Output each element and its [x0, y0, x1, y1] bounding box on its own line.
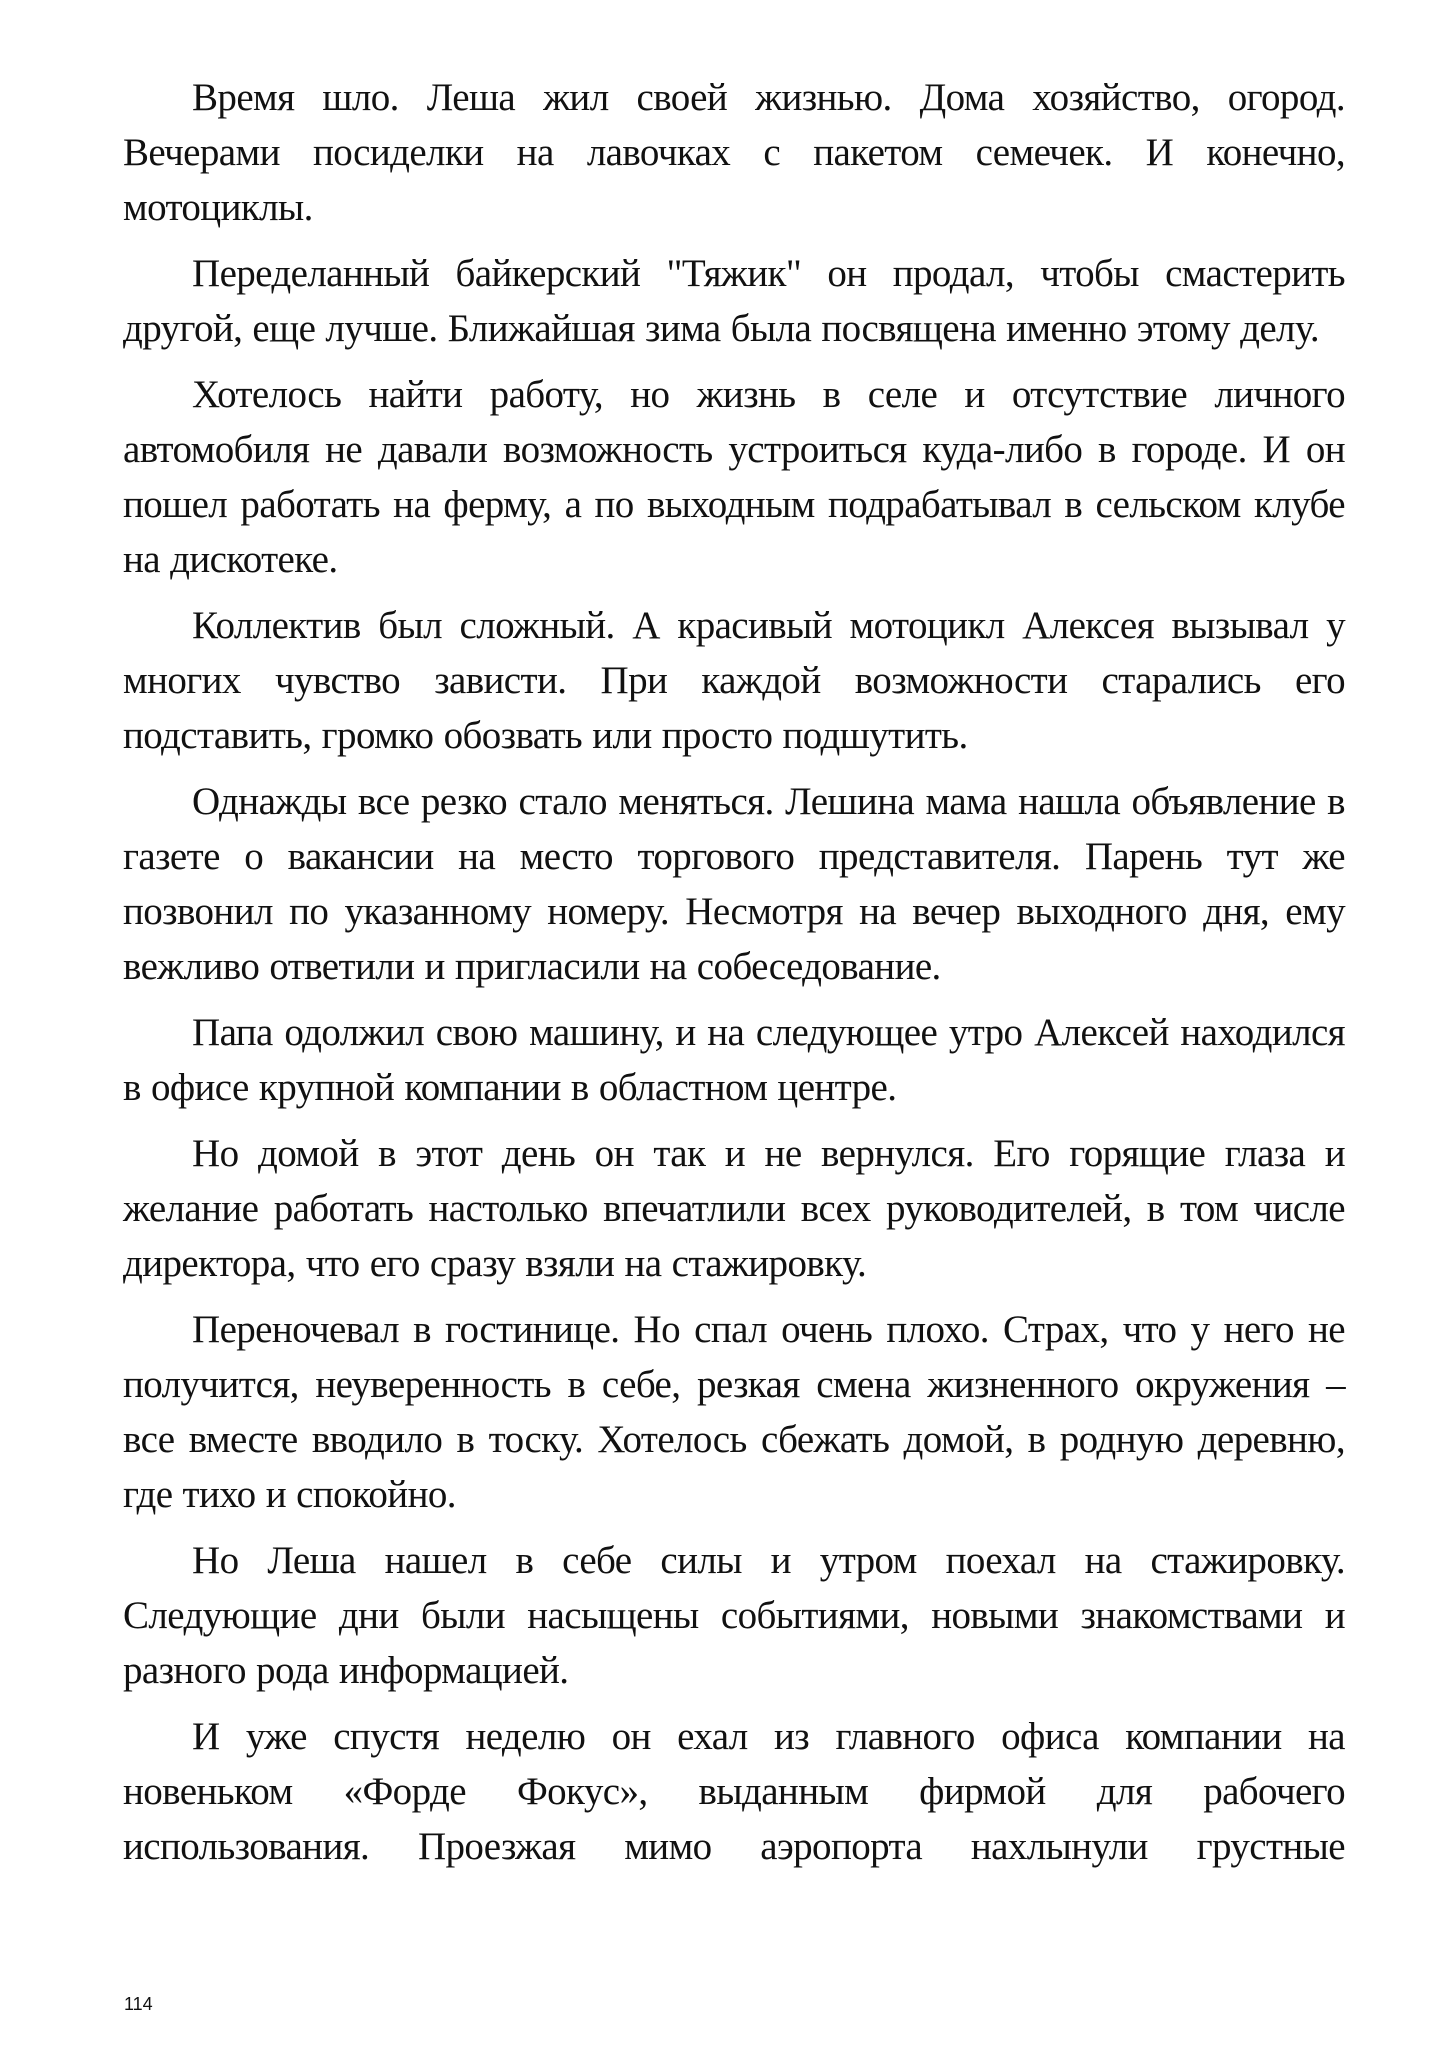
paragraph-1: Время шло. Леша жил своей жизнью. Дома хозяйство, огород. Вечерами посиделки на лавочках с пакетом семечек. И конечно, мотоциклы.	[123, 76, 1345, 229]
paragraph-2: Переделанный байкерский "Тяжик" он продал, чтобы смастерить другой, еще лучше. Ближайшая зима была посвящена именно этому делу.	[123, 252, 1345, 350]
paragraph-5: Однажды все резко стало меняться. Лешина мама нашла объявление в газете о вакансии на место торгового представителя. Парень тут же позвонил по указанному номеру. Несмотря на вечер выходного дня, ему вежливо ответили и пригласили на собеседование.	[123, 780, 1345, 988]
paragraph-3: Хотелось найти работу, но жизнь в селе и отсутствие личного автомобиля не давали возможность устроиться куда-либо в городе. И он пошел работать на ферму, а по выходным подрабатывал в сельском клубе на дискотеке.	[123, 373, 1345, 581]
paragraph-10: И уже спустя неделю он ехал из главного офиса компании на новеньком «Форде Фокус», выданным фирмой для рабочего использования. Проезжая мимо аэропорта нахлынули грустные	[123, 1715, 1345, 1868]
paragraph-9: Но Леша нашел в себе силы и утром поехал на стажировку. Следующие дни были насыщены событиями, новыми знакомствами и разного рода информацией.	[123, 1539, 1345, 1692]
body-text	[123, 70, 1345, 1885]
paragraph-8: Переночевал в гостинице. Но спал очень плохо. Страх, что у него не получится, неуверенность в себе, резкая смена жизненного окружения – все вместе вводило в тоску. Хотелось сбежать домой, в родную деревню, где тихо и спокойно.	[123, 1308, 1345, 1516]
paragraph-4: Коллектив был сложный. А красивый мотоцикл Алексея вызывал у многих чувство зависти. При каждой возможности старались его подставить, громко обозвать или просто подшутить.	[123, 604, 1345, 757]
paragraph-6: Папа одолжил свою машину, и на следующее утро Алексей находился в офисе крупной компании в областном центре.	[123, 1011, 1345, 1109]
page-number: 114	[124, 1994, 153, 2014]
paragraph-7: Но домой в этот день он так и не вернулся. Его горящие глаза и желание работать настолько впечатлили всех руководителей, в том числе директора, что его сразу взяли на стажировку.	[123, 1132, 1345, 1285]
